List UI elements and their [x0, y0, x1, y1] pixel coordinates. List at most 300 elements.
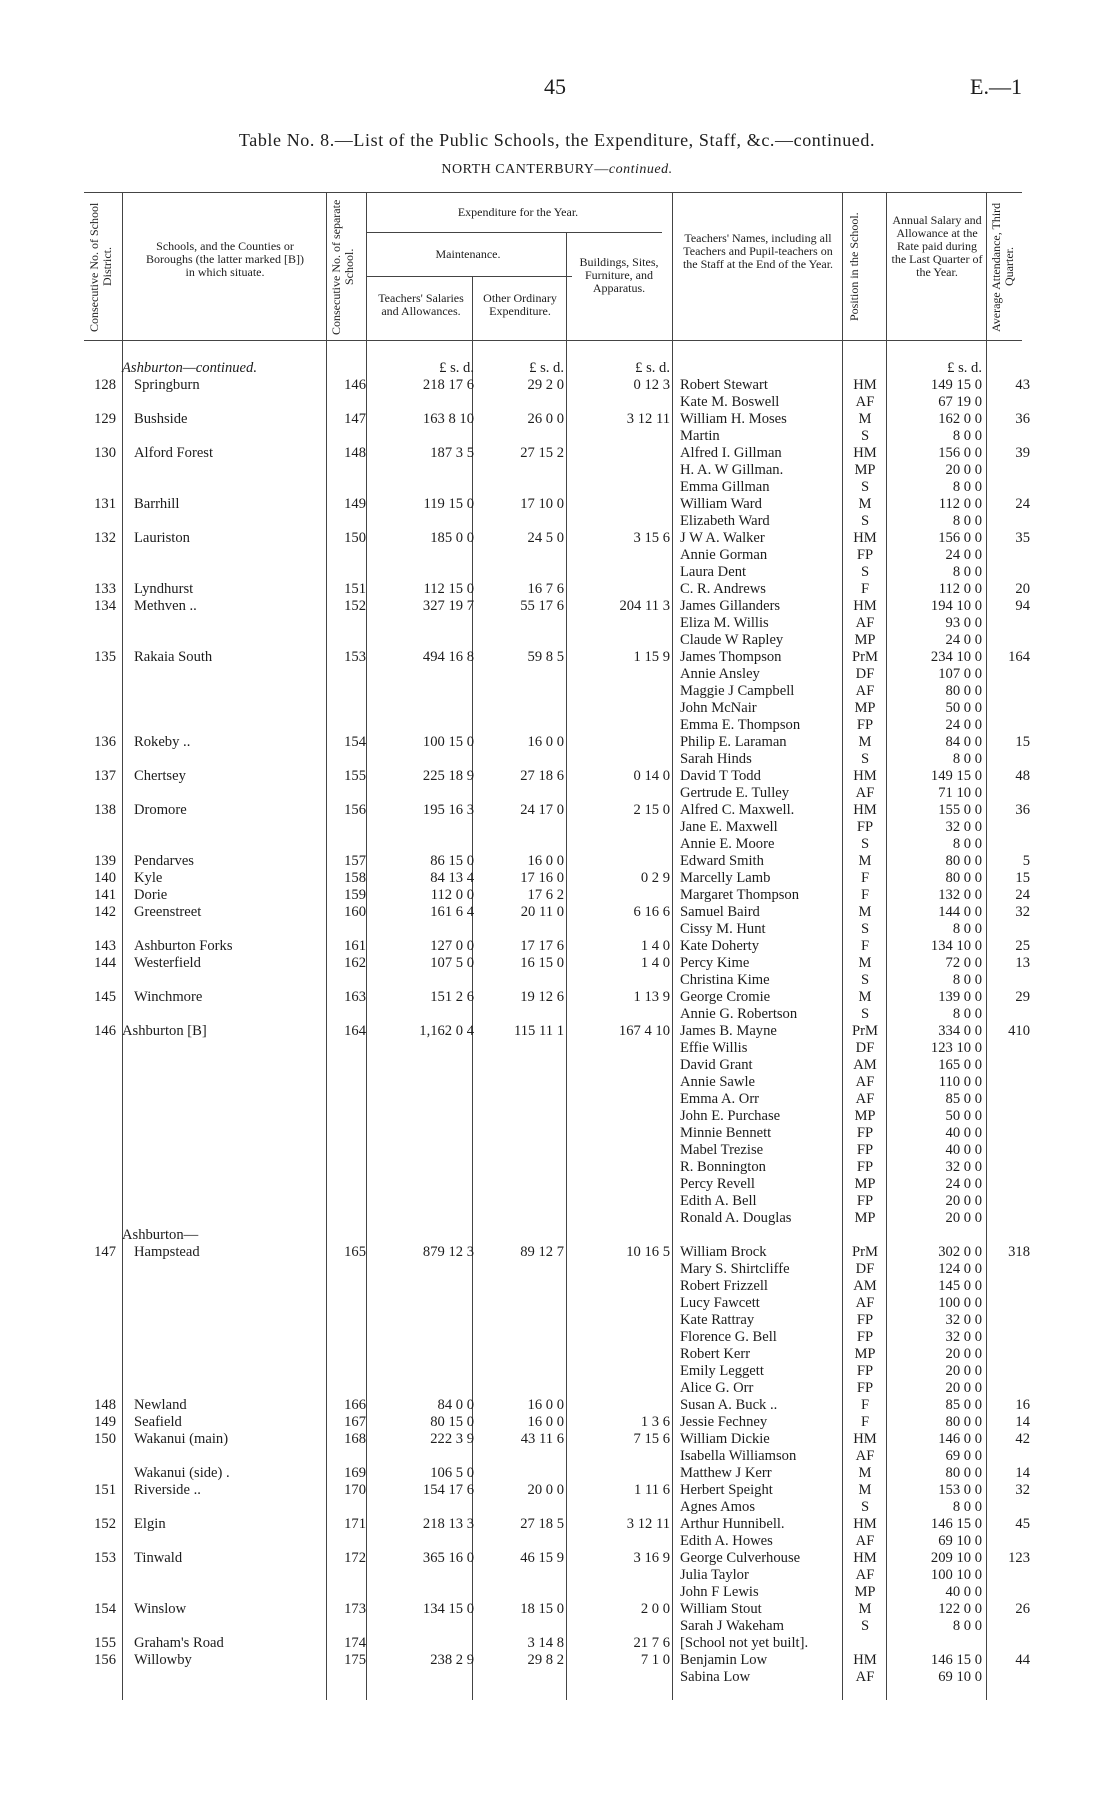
school-no: 162 — [344, 955, 366, 971]
annual-salary: 209 10 0 — [930, 1550, 982, 1566]
average-attendance: 36 — [1015, 411, 1030, 427]
position: AF — [855, 615, 875, 631]
expenditure-rule — [366, 232, 662, 233]
table-row — [0, 751, 1114, 768]
position: AF — [855, 1533, 875, 1549]
position: S — [860, 479, 870, 495]
teacher-name: George Cromie — [680, 989, 771, 1005]
other-expenditure: 29 8 2 — [527, 1652, 564, 1668]
school-no: 172 — [344, 1550, 366, 1566]
header-other: Other Ordinary Expenditure. — [483, 291, 557, 318]
teacher-name: Alfred I. Gillman — [680, 445, 782, 461]
buildings-expenditure: 3 16 9 — [633, 1550, 670, 1566]
school-no: 167 — [344, 1414, 366, 1430]
table-row — [0, 1380, 1114, 1397]
teacher-salaries: 84 0 0 — [437, 1397, 474, 1413]
teacher-salaries: 222 3 9 — [430, 1431, 474, 1447]
position: MP — [854, 462, 876, 478]
annual-salary: 24 0 0 — [945, 1176, 982, 1192]
teacher-name: Philip E. Laraman — [680, 734, 787, 750]
school-name: Barrhill — [134, 496, 180, 512]
subtitle-continued: continued. — [608, 162, 673, 177]
district-no: 131 — [94, 496, 116, 512]
table-row — [0, 1278, 1114, 1295]
annual-salary: 24 0 0 — [945, 717, 982, 733]
teacher-name: Emma E. Thompson — [680, 717, 801, 733]
position: HM — [853, 445, 877, 461]
district-no: 130 — [94, 445, 116, 461]
district-no: 138 — [94, 802, 116, 818]
table-row — [0, 1040, 1114, 1057]
school-no: 160 — [344, 904, 366, 920]
teacher-name: Effie Willis — [680, 1040, 748, 1056]
teacher-salaries: 195 16 3 — [422, 802, 474, 818]
teacher-salaries: 161 6 4 — [430, 904, 474, 920]
school-name: Dorie — [134, 887, 168, 903]
teacher-name: Elizabeth Ward — [680, 513, 770, 529]
position: FP — [856, 819, 874, 835]
annual-salary: 20 0 0 — [945, 1363, 982, 1379]
table-row — [0, 1295, 1114, 1312]
annual-salary: 72 0 0 — [945, 955, 982, 971]
teacher-name: John E. Purchase — [680, 1108, 781, 1124]
annual-salary: 67 19 0 — [938, 394, 982, 410]
average-attendance: 43 — [1015, 377, 1030, 393]
position: F — [860, 1397, 870, 1413]
buildings-expenditure: 167 4 10 — [618, 1023, 670, 1039]
position: M — [858, 411, 872, 427]
teacher-salaries: 365 16 0 — [422, 1550, 474, 1566]
annual-salary: 50 0 0 — [945, 1108, 982, 1124]
table-row — [0, 836, 1114, 853]
teacher-name: Kate Doherty — [680, 938, 760, 954]
teacher-salaries: 119 15 0 — [423, 496, 474, 512]
district-no: 132 — [94, 530, 116, 546]
table-row — [0, 1482, 1114, 1499]
table-row — [0, 700, 1114, 717]
annual-salary: 112 0 0 — [938, 496, 982, 512]
table-row — [0, 377, 1114, 394]
teacher-name: David T Todd — [680, 768, 761, 784]
buildings-expenditure: 1 4 0 — [640, 938, 670, 954]
school-name: Kyle — [134, 870, 163, 886]
table-subtitle — [0, 162, 1114, 178]
table-row — [0, 802, 1114, 819]
teacher-salaries: 1,162 0 4 — [419, 1023, 474, 1039]
teacher-salaries: 494 16 8 — [422, 649, 474, 665]
teacher-name: Annie G. Robertson — [680, 1006, 798, 1022]
school-name: Alford Forest — [134, 445, 214, 461]
annual-salary: 32 0 0 — [945, 819, 982, 835]
annual-salary: 40 0 0 — [945, 1142, 982, 1158]
teacher-salaries: 112 15 0 — [423, 581, 474, 597]
teacher-name: Robert Stewart — [680, 377, 768, 393]
teacher-name: Alfred C. Maxwell. — [680, 802, 795, 818]
annual-salary: 100 10 0 — [930, 1567, 982, 1583]
teacher-name: Cissy M. Hunt — [680, 921, 766, 937]
other-expenditure: 16 0 0 — [527, 1414, 564, 1430]
position: F — [860, 887, 870, 903]
district-no: 137 — [94, 768, 116, 784]
table-title: Table No. 8.—List of the Public Schools, the Expenditure, Staff, &c.—continued. — [238, 130, 876, 150]
school-name: Elgin — [134, 1516, 166, 1532]
table-row — [0, 394, 1114, 411]
table-row — [0, 530, 1114, 547]
table-row — [0, 1397, 1114, 1414]
annual-salary: 149 15 0 — [930, 768, 982, 784]
position: HM — [853, 598, 877, 614]
school-name: Westerfield — [134, 955, 201, 971]
annual-salary: 8 0 0 — [952, 1006, 982, 1022]
teacher-name: Minnie Bennett — [680, 1125, 772, 1141]
annual-salary: 8 0 0 — [952, 836, 982, 852]
annual-salary: 146 15 0 — [930, 1652, 982, 1668]
table-row — [0, 632, 1114, 649]
position: M — [858, 1482, 872, 1498]
teacher-name: Edith A. Bell — [680, 1193, 757, 1209]
school-no: 170 — [344, 1482, 366, 1498]
other-expenditure: 29 2 0 — [527, 377, 564, 393]
school-name: Lyndhurst — [134, 581, 194, 597]
table-row — [0, 547, 1114, 564]
teacher-name: Gertrude E. Tulley — [680, 785, 790, 801]
annual-salary: 40 0 0 — [945, 1584, 982, 1600]
table-row — [0, 768, 1114, 785]
school-name: Rakaia South — [134, 649, 213, 665]
annual-salary: 234 10 0 — [930, 649, 982, 665]
teacher-name: John McNair — [680, 700, 757, 716]
annual-salary: 149 15 0 — [930, 377, 982, 393]
position: HM — [853, 1516, 877, 1532]
other-expenditure: 26 0 0 — [527, 411, 564, 427]
position: F — [860, 870, 870, 886]
teacher-name: William Dickie — [680, 1431, 770, 1447]
other-expenditure: 115 11 1 — [514, 1023, 564, 1039]
teacher-name: Sabina Low — [680, 1669, 751, 1685]
position: FP — [856, 1142, 874, 1158]
average-attendance: 26 — [1015, 1601, 1030, 1617]
other-expenditure: 17 16 0 — [520, 870, 564, 886]
average-attendance: 15 — [1015, 734, 1030, 750]
position: PrM — [852, 1023, 878, 1039]
position: M — [858, 496, 872, 512]
teacher-name: Samuel Baird — [680, 904, 760, 920]
buildings-expenditure: 1 13 9 — [633, 989, 670, 1005]
other-expenditure: 18 15 0 — [520, 1601, 564, 1617]
header-school-no: Consecutive No. of separate School. — [329, 199, 356, 335]
annual-salary: 32 0 0 — [945, 1312, 982, 1328]
annual-salary: 165 0 0 — [938, 1057, 982, 1073]
school-no: 164 — [344, 1023, 366, 1039]
annual-salary: 80 0 0 — [945, 870, 982, 886]
school-name: Bushside — [134, 411, 188, 427]
district-no: 141 — [94, 887, 116, 903]
table-row — [0, 598, 1114, 615]
table-row — [0, 1023, 1114, 1040]
school-no: 165 — [344, 1244, 366, 1260]
buildings-expenditure: 1 4 0 — [640, 955, 670, 971]
school-no: 149 — [344, 496, 366, 512]
position: F — [860, 581, 870, 597]
teacher-name: [School not yet built]. — [680, 1635, 809, 1651]
position: AF — [855, 1091, 875, 1107]
average-attendance: 13 — [1015, 955, 1030, 971]
teacher-name: Emily Leggett — [680, 1363, 764, 1379]
district-no: 128 — [94, 377, 116, 393]
teacher-name: H. A. W Gillman. — [680, 462, 784, 478]
table-row — [0, 513, 1114, 530]
other-expenditure: 19 12 6 — [520, 989, 564, 1005]
table-row — [0, 445, 1114, 462]
teacher-name: Florence G. Bell — [680, 1329, 777, 1345]
annual-salary: 20 0 0 — [945, 1346, 982, 1362]
teacher-name: Kate M. Boswell — [680, 394, 780, 410]
position: S — [860, 1499, 870, 1515]
annual-salary: 8 0 0 — [952, 564, 982, 580]
annual-salary: 8 0 0 — [952, 972, 982, 988]
position: S — [860, 921, 870, 937]
teacher-salaries: 80 15 0 — [430, 1414, 474, 1430]
annual-salary: 69 10 0 — [938, 1669, 982, 1685]
teacher-salaries: 127 0 0 — [430, 938, 474, 954]
annual-salary: 85 0 0 — [945, 1397, 982, 1413]
table-row — [0, 496, 1114, 513]
teacher-salaries: 84 13 4 — [430, 870, 474, 886]
header-top-rule — [84, 192, 1022, 193]
teacher-name: George Culverhouse — [680, 1550, 801, 1566]
teacher-name: Emma A. Orr — [680, 1091, 760, 1107]
teacher-name: Sarah Hinds — [680, 751, 752, 767]
average-attendance: 32 — [1015, 1482, 1030, 1498]
position: AF — [855, 1074, 875, 1090]
district-no: 133 — [94, 581, 116, 597]
school-name: Chertsey — [134, 768, 186, 784]
table-row — [0, 717, 1114, 734]
table-row — [0, 955, 1114, 972]
table-row — [0, 785, 1114, 802]
district-no: 152 — [94, 1516, 116, 1532]
buildings-expenditure: 204 11 3 — [619, 598, 670, 614]
header-schools: Schools, and the Counties or Boroughs (the latter marked [B]) in which situate. — [146, 239, 304, 279]
page-reference: E.—1 — [970, 74, 1022, 99]
annual-salary: 20 0 0 — [945, 1380, 982, 1396]
table-row — [0, 1550, 1114, 1567]
position: MP — [854, 1176, 876, 1192]
position: MP — [854, 1346, 876, 1362]
annual-salary: 80 0 0 — [945, 1414, 982, 1430]
teacher-name: William Stout — [680, 1601, 762, 1617]
teacher-salaries: 327 19 7 — [422, 598, 474, 614]
position: MP — [854, 632, 876, 648]
teacher-name: Edith A. Howes — [680, 1533, 773, 1549]
school-no: 169 — [344, 1465, 366, 1481]
table-row — [0, 1652, 1114, 1669]
table-row — [0, 615, 1114, 632]
average-attendance: 29 — [1015, 989, 1030, 1005]
annual-salary: 156 0 0 — [938, 445, 982, 461]
table-row — [0, 819, 1114, 836]
position: S — [860, 564, 870, 580]
table-row — [0, 1057, 1114, 1074]
district-no: 148 — [94, 1397, 116, 1413]
average-attendance: 94 — [1015, 598, 1030, 614]
table-row — [0, 1584, 1114, 1601]
table-row — [0, 904, 1114, 921]
annual-salary: 8 0 0 — [952, 513, 982, 529]
school-no: 154 — [344, 734, 366, 750]
table-row — [0, 462, 1114, 479]
average-attendance: 15 — [1015, 870, 1030, 886]
position: AF — [855, 785, 875, 801]
position: AF — [855, 394, 875, 410]
annual-salary: 156 0 0 — [938, 530, 982, 546]
teacher-salaries: 100 15 0 — [422, 734, 474, 750]
annual-salary: 122 0 0 — [938, 1601, 982, 1617]
average-attendance: 35 — [1015, 530, 1030, 546]
table-row — [0, 1363, 1114, 1380]
annual-salary: 8 0 0 — [952, 921, 982, 937]
buildings-expenditure: £ s. d. — [635, 360, 670, 376]
table-row — [0, 1006, 1114, 1023]
teacher-name: Mary S. Shirtcliffe — [680, 1261, 790, 1277]
district-no: 154 — [94, 1601, 116, 1617]
annual-salary: 32 0 0 — [945, 1329, 982, 1345]
annual-salary: 8 0 0 — [952, 479, 982, 495]
other-expenditure: 89 12 7 — [520, 1244, 564, 1260]
average-attendance: 318 — [1008, 1244, 1030, 1260]
teacher-salaries: 163 8 10 — [422, 411, 474, 427]
school-name: Riverside .. — [134, 1482, 201, 1498]
school-name: Ashburton [B] — [122, 1023, 207, 1039]
position: DF — [855, 666, 875, 682]
annual-salary: 85 0 0 — [945, 1091, 982, 1107]
annual-salary: 8 0 0 — [952, 1499, 982, 1515]
other-expenditure: £ s. d. — [529, 360, 564, 376]
teacher-name: Matthew J Kerr — [680, 1465, 772, 1481]
position: AM — [853, 1278, 877, 1294]
district-no: 139 — [94, 853, 116, 869]
teacher-salaries: 151 2 6 — [430, 989, 474, 1005]
position: HM — [853, 768, 877, 784]
teacher-name: C. R. Andrews — [680, 581, 766, 597]
table-row — [0, 1601, 1114, 1618]
average-attendance: 36 — [1015, 802, 1030, 818]
annual-salary: 139 0 0 — [938, 989, 982, 1005]
table-row — [0, 1108, 1114, 1125]
teacher-name: James Thompson — [680, 649, 782, 665]
table-row — [0, 411, 1114, 428]
position: M — [858, 853, 872, 869]
school-name: Tinwald — [134, 1550, 183, 1566]
teacher-name: J W A. Walker — [680, 530, 765, 546]
annual-salary: 80 0 0 — [945, 853, 982, 869]
teacher-salaries: 106 5 0 — [430, 1465, 474, 1481]
school-name: Dromore — [134, 802, 187, 818]
table-row — [0, 649, 1114, 666]
table-row — [0, 666, 1114, 683]
table-row — [0, 853, 1114, 870]
position: MP — [854, 1108, 876, 1124]
school-no: 159 — [344, 887, 366, 903]
position: HM — [853, 1652, 877, 1668]
district-no: 156 — [94, 1652, 116, 1668]
school-no: 171 — [344, 1516, 366, 1532]
annual-salary: 146 0 0 — [938, 1431, 982, 1447]
table-row — [0, 683, 1114, 700]
school-name: Wakanui (side) . — [134, 1465, 230, 1481]
buildings-expenditure: 7 1 0 — [640, 1652, 670, 1668]
annual-salary: 69 10 0 — [938, 1533, 982, 1549]
table-row — [0, 1244, 1114, 1261]
school-no: 163 — [344, 989, 366, 1005]
district-no: 140 — [94, 870, 116, 886]
teacher-name: William Brock — [680, 1244, 767, 1260]
other-expenditure: 24 5 0 — [527, 530, 564, 546]
school-no: 155 — [344, 768, 366, 784]
position: S — [860, 513, 870, 529]
average-attendance: 5 — [1022, 853, 1030, 869]
school-no: 146 — [344, 377, 366, 393]
buildings-expenditure: 1 3 6 — [640, 1414, 670, 1430]
teacher-salaries: 134 15 0 — [422, 1601, 474, 1617]
district-no: 143 — [94, 938, 116, 954]
table-row — [0, 1567, 1114, 1584]
annual-salary: 155 0 0 — [938, 802, 982, 818]
position: FP — [856, 1125, 874, 1141]
header-bottom-rule — [84, 340, 1022, 341]
position: FP — [856, 1193, 874, 1209]
buildings-expenditure: 3 15 6 — [633, 530, 670, 546]
table-row — [0, 564, 1114, 581]
position: HM — [853, 802, 877, 818]
teacher-name: John F Lewis — [680, 1584, 759, 1600]
table-row — [0, 1346, 1114, 1363]
position: FP — [856, 1312, 874, 1328]
school-no: 148 — [344, 445, 366, 461]
school-name: Newland — [134, 1397, 187, 1413]
table-row — [0, 887, 1114, 904]
average-attendance: 48 — [1015, 768, 1030, 784]
other-expenditure: 16 0 0 — [527, 1397, 564, 1413]
annual-salary: 162 0 0 — [938, 411, 982, 427]
teacher-name: James Gillanders — [680, 598, 781, 614]
position: M — [858, 1601, 872, 1617]
teacher-salaries: 218 13 3 — [422, 1516, 474, 1532]
average-attendance: 24 — [1015, 887, 1030, 903]
annual-salary: 146 15 0 — [930, 1516, 982, 1532]
annual-salary: 123 10 0 — [930, 1040, 982, 1056]
table-row — [0, 1091, 1114, 1108]
position: AF — [855, 1567, 875, 1583]
teacher-name: Sarah J Wakeham — [680, 1618, 784, 1634]
other-expenditure: 20 0 0 — [527, 1482, 564, 1498]
district-no: 134 — [94, 598, 116, 614]
annual-salary: 112 0 0 — [938, 581, 982, 597]
position: MP — [854, 700, 876, 716]
annual-salary: 145 0 0 — [938, 1278, 982, 1294]
table-row — [0, 870, 1114, 887]
teacher-name: James B. Mayne — [680, 1023, 777, 1039]
teacher-name: Percy Kime — [680, 955, 750, 971]
table-row — [0, 1125, 1114, 1142]
teacher-salaries: 879 12 3 — [422, 1244, 474, 1260]
position: F — [860, 938, 870, 954]
header-maintenance: Maintenance. — [435, 247, 501, 261]
teacher-name: Maggie J Campbell — [680, 683, 795, 699]
other-expenditure: 27 15 2 — [520, 445, 564, 461]
position: F — [860, 1414, 870, 1430]
teacher-name: Isabella Williamson — [680, 1448, 797, 1464]
